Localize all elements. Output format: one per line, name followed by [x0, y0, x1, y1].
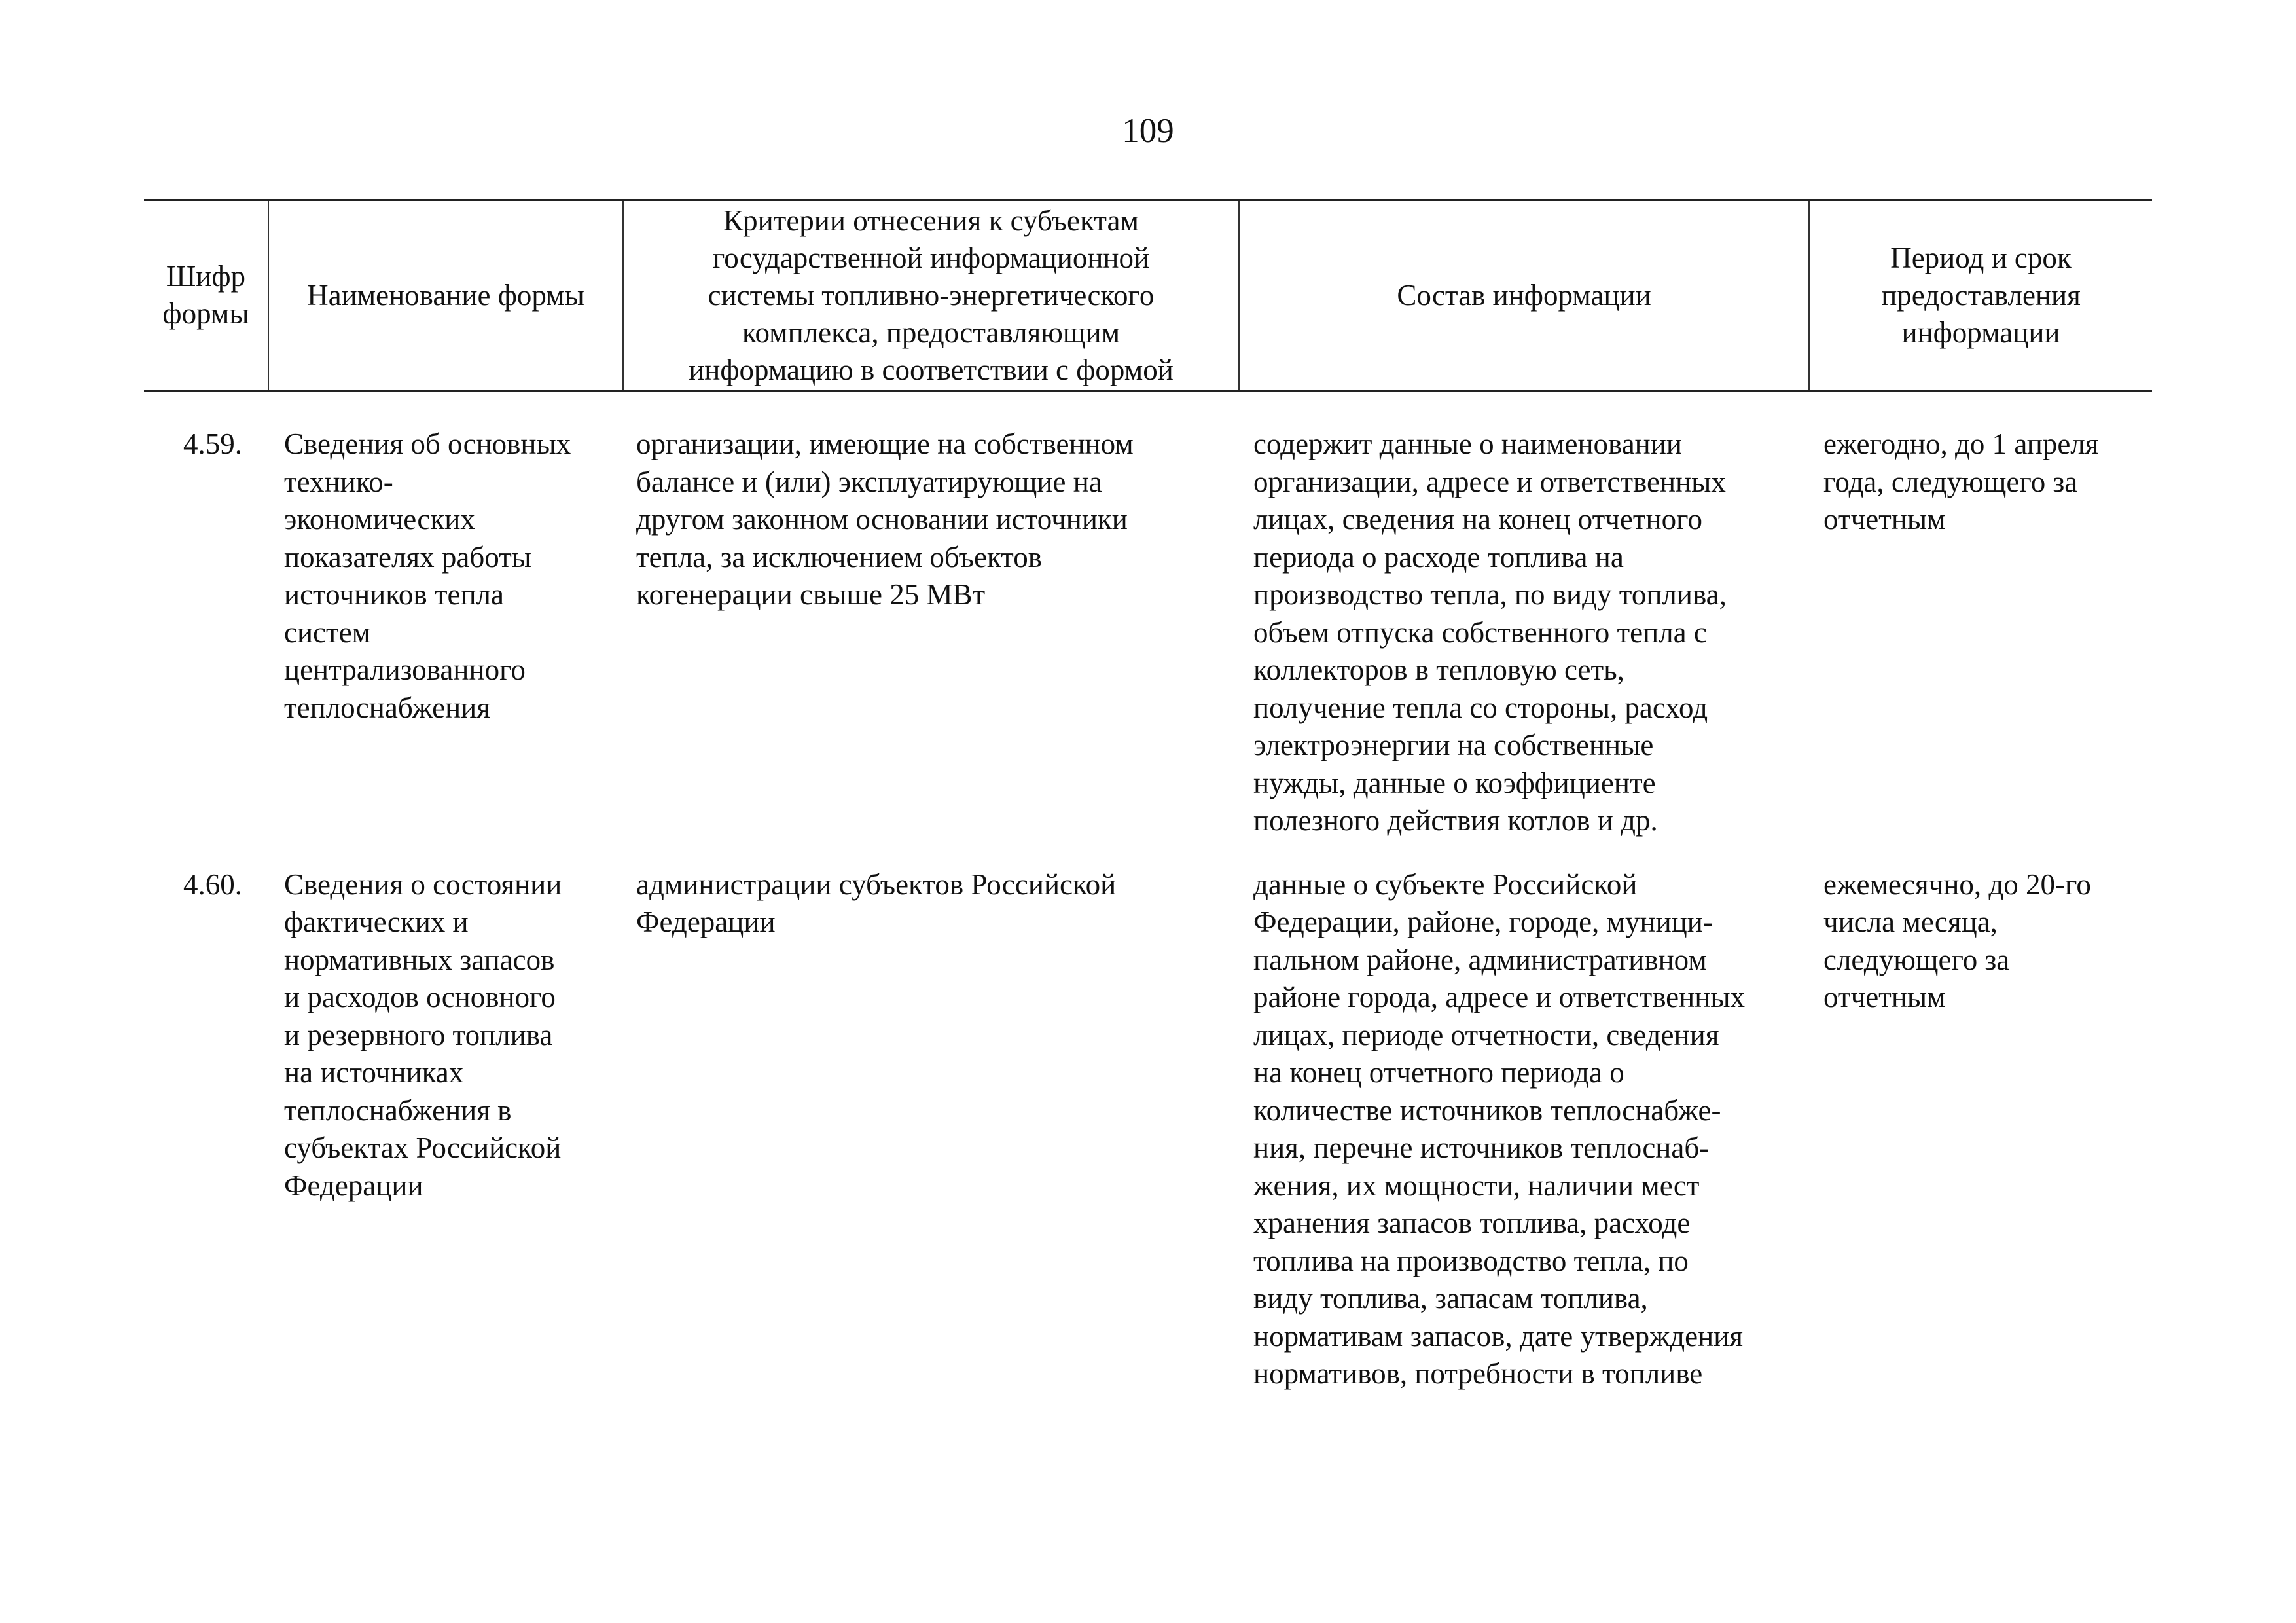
header-text [1814, 240, 2148, 352]
text-line: организации, адресе и ответственных [1253, 465, 1726, 498]
text-line: лицах, сведения на конец отчетного [1253, 503, 1702, 536]
text-line: организации, имеющие на собственном [636, 428, 1134, 460]
header-period [1809, 200, 2152, 391]
text-line: количестве источников теплоснабже- [1253, 1093, 1721, 1127]
text-line: электроэнергии на собственные [1253, 729, 1654, 761]
text-line: централизованного [284, 653, 526, 686]
text-line: хранения запасов топлива, расходе [1253, 1207, 1691, 1239]
form-name [268, 391, 623, 840]
form-content [1239, 840, 1809, 1393]
text-line: Сведения об основных [284, 428, 571, 460]
table-row [144, 391, 2152, 840]
text-line: другом законном основании источники [636, 503, 1128, 536]
text-line: и резервного топлива [284, 1018, 553, 1051]
text-line: данные о субъекте Российской [1253, 867, 1638, 901]
header-text [148, 258, 264, 333]
text-line: производство тепла, по виду топлива, [1253, 578, 1727, 611]
text-line: отчетным [1823, 981, 1946, 1013]
text-line: теплоснабжения в [284, 1093, 512, 1127]
form-name [268, 840, 623, 1393]
text-line: содержит данные о наименовании [1253, 428, 1682, 460]
text-line: фактических и [284, 905, 469, 938]
text-line: объем отпуска собственного тепла с [1253, 615, 1707, 649]
text-line: нужды, данные о коэффициенте [1253, 766, 1656, 799]
header-line: Критерии отнесения к субъектам [723, 204, 1139, 237]
header-line: информации [1901, 316, 2060, 349]
text-line: топлива на производство тепла, по [1253, 1244, 1689, 1277]
header-text [273, 277, 619, 314]
text-line: систем [284, 615, 371, 649]
text-line: показателях работы [284, 540, 532, 574]
text-line: жения, их мощности, наличии мест [1253, 1169, 1700, 1202]
text-line: технико- [284, 465, 393, 498]
header-line: формы [162, 297, 249, 330]
form-criteria [623, 840, 1239, 1393]
text-line: следующего за [1823, 943, 2010, 976]
form-period [1809, 840, 2152, 1393]
header-line: Наименование формы [307, 278, 584, 312]
text-line: получение тепла со стороны, расход [1253, 691, 1708, 724]
text-line: Федерации [284, 1169, 423, 1202]
text-line: на источниках [284, 1056, 464, 1089]
header-line: предоставления [1881, 278, 2081, 312]
form-period [1809, 391, 2152, 840]
text-line: субъектах Российской [284, 1131, 562, 1164]
text-line: экономических [284, 503, 475, 536]
text-line: лицах, периоде отчетности, сведения [1253, 1018, 1719, 1051]
text-line: отчетным [1823, 503, 1946, 536]
text-line: нормативам запасов, дате утверждения [1253, 1319, 1743, 1353]
text-line: Сведения о состоянии [284, 867, 562, 901]
text-line: Федерации, районе, городе, муници- [1253, 905, 1713, 938]
table-header [144, 200, 2152, 391]
text-line: ежемесячно, до 20-го [1823, 867, 2091, 901]
form-code: 4.60. [183, 867, 242, 901]
text-line: пальном районе, административном [1253, 943, 1707, 976]
header-form-name [268, 200, 623, 391]
forms-table [144, 199, 2152, 1393]
text-line: источников тепла [284, 578, 504, 611]
text-line: числа месяца, [1823, 905, 1998, 938]
text-line: ежегодно, до 1 апреля [1823, 428, 2099, 460]
text-line: и расходов основного [284, 981, 556, 1013]
text-line: нормативов, потребности в топливе [1253, 1357, 1703, 1390]
header-line: информацию в соответствии с формой [689, 353, 1174, 386]
header-line: системы топливно-энергетического [708, 278, 1155, 312]
text-line: Федерации [636, 905, 776, 938]
text-line: районе города, адресе и ответственных [1253, 981, 1746, 1013]
header-criteria [623, 200, 1239, 391]
header-line: государственной информационной [712, 241, 1150, 274]
header-content [1239, 200, 1809, 391]
text-line: тепла, за исключением объектов [636, 540, 1043, 574]
header-line: Период и срок [1890, 241, 2072, 274]
text-line: виду топлива, запасам топлива, [1253, 1282, 1648, 1315]
text-line: нормативных запасов [284, 943, 555, 976]
text-line: коллекторов в тепловую сеть, [1253, 653, 1624, 686]
header-line: комплекса, предоставляющим [742, 316, 1121, 349]
text-line: года, следующего за [1823, 465, 2078, 498]
form-content [1239, 391, 1809, 840]
form-criteria [623, 391, 1239, 840]
form-code: 4.59. [183, 428, 242, 460]
header-row [144, 200, 2152, 391]
text-line: на конец отчетного периода о [1253, 1056, 1624, 1089]
text-line: периода о расходе топлива на [1253, 540, 1624, 574]
text-line: теплоснабжения [284, 691, 490, 724]
text-line: ния, перечне источников теплоснаб- [1253, 1131, 1710, 1164]
text-line: когенерации свыше 25 МВт [636, 578, 986, 611]
text-line: балансе и (или) эксплуатирующие на [636, 465, 1102, 498]
text-line: администрации субъектов Российской [636, 867, 1117, 901]
header-text [1244, 277, 1804, 314]
header-line: Состав информации [1397, 278, 1651, 312]
table-row [144, 840, 2152, 1393]
text-line: полезного действия котлов и др. [1253, 804, 1658, 837]
header-text [628, 202, 1234, 389]
header-line: Шифр [166, 260, 246, 293]
table-body [144, 391, 2152, 1393]
header-form-code [144, 200, 268, 391]
page-number: 109 [1122, 112, 1174, 150]
